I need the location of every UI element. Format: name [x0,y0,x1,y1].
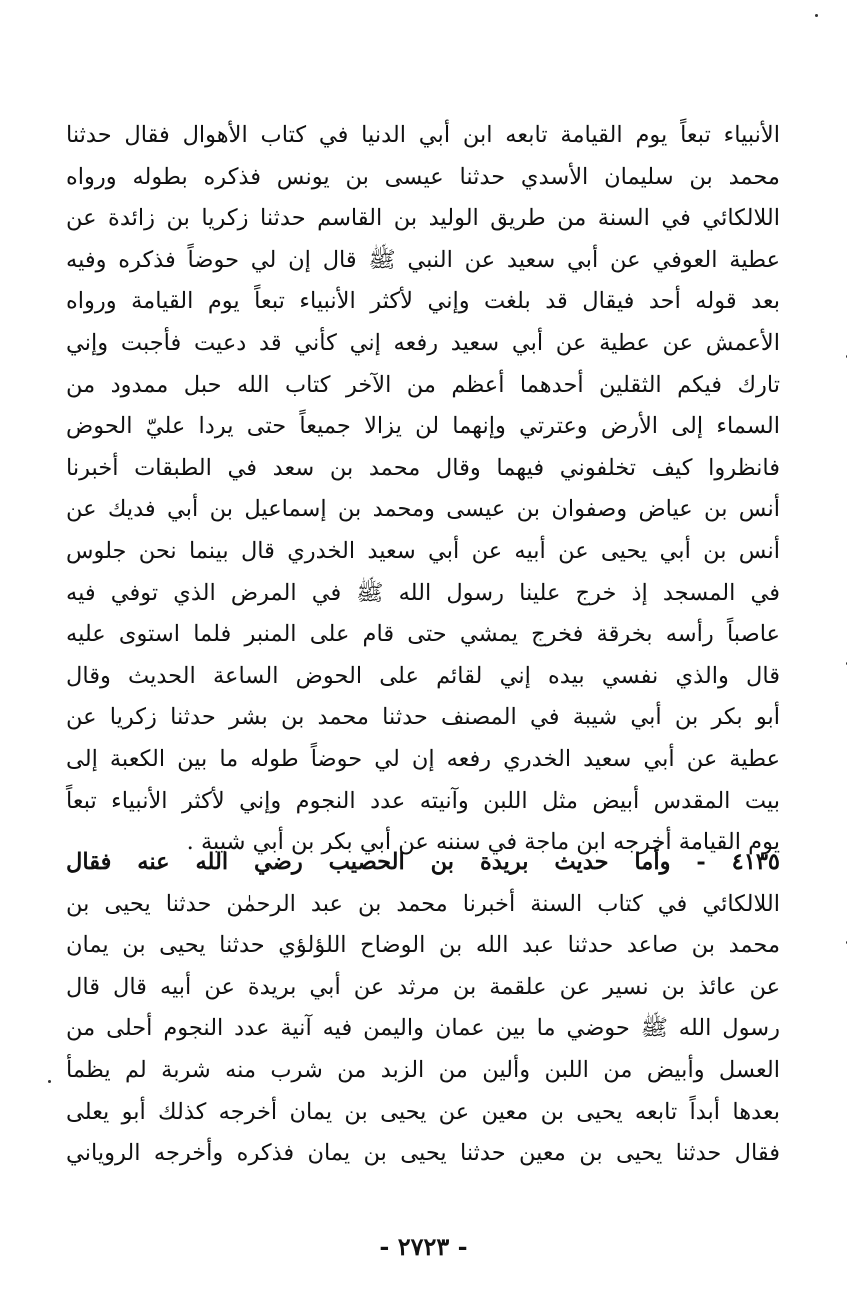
text-line: تارك فيكم الثقلين أحدهما أعظم من الآخر كتاب الله حبل ممدود من [66,371,780,398]
text-line: أبو بكر بن أبي شيبة في المصنف حدثنا محمد بن بشر حدثنا زكريا عن [66,704,780,731]
text-line: الأعمش عن عطية عن أبي سعيد رفعه إني كأني قد دعيت فأجبت وإني [66,329,780,356]
text-line: يوم القيامة أخرجه ابن ماجة في سننه عن أبي بكر بن أبي شيبة . [186,829,780,856]
page-number: - ٢٧٢٣ - [379,1232,468,1261]
text-line: عطية عن أبي سعيد الخدري رفعه إن لي حوضاً طوله ما بين الكعبة إلى [66,745,780,772]
text-line: عطية العوفي عن أبي سعيد عن النبي ﷺ قال إن لي حوضاً فذكره وفيه [66,246,780,273]
text-line: السماء إلى الأرض وعترتي وإنهما لن يزالا جميعاً حتى يردا عليّ الحوض [66,413,780,440]
text-line: اللالكائي في السنة من طريق الوليد بن القاسم حدثنا زكريا بن زائدة عن [66,205,780,232]
paragraph-1 [66,115,780,864]
text-line: أنس بن أبي يحيى عن أبيه عن أبي سعيد الخدري قال بينما نحن جلوس [66,537,780,564]
text-line: في المسجد إذ خرج علينا رسول الله ﷺ في المرض الذي توفي فيه [66,579,780,606]
text-line: بعد قوله أحد فيقال قد بلغت وإني لأكثر الأنبياء تبعاً يوم القيامة ورواه [66,288,780,315]
text-line: قال والذي نفسي بيده إني لقائم على الحوض الساعة الحديث وقال [66,662,780,689]
text-line: عاصباً رأسه بخرقة فخرج يمشي حتى قام على المنبر فلما استوى عليه [66,621,780,648]
text-line: اللالكائي في كتاب السنة أخبرنا محمد بن عبد الرحمٰن حدثنا يحيى بن [66,890,780,917]
text-line: محمد بن صاعد حدثنا عبد الله بن الوضاح اللؤلؤي حدثنا يحيى بن يمان [66,932,780,959]
scan-speck [815,14,818,17]
text-line: العسل وأبيض من اللبن وألين من الزبد من شرب منه شربة لم يظمأ [66,1056,780,1083]
text-line: أنس بن عياض وصفوان بن عيسى ومحمد بن إسماعيل بن أبي فديك عن [66,496,780,523]
paragraph-2 [66,842,780,1175]
scan-speck [48,1080,51,1083]
hadith-heading: ٤١٣٥ - وأما حديث بريدة بن الحصيب رضي الله عنه فقال [66,849,780,875]
text-line: الأنبياء تبعاً يوم القيامة تابعه ابن أبي الدنيا في كتاب الأهوال فقال حدثنا [66,122,780,148]
text-line: محمد بن سليمان الأسدي حدثنا عيسى بن يونس فذكره بطوله ورواه [66,163,780,190]
text-line: بيت المقدس أبيض مثل اللبن وآنيته عدد النجوم وإني لأكثر الأنبياء تبعاً [66,787,780,814]
text-line: عن عائذ بن نسير عن علقمة بن مرثد عن أبي بريدة عن أبيه قال قال [66,973,780,1000]
text-line: بعدها أبداً تابعه يحيى بن معين عن يحيى بن يمان أخرجه كذلك أبو يعلى [66,1098,780,1125]
text-line: فانظروا كيف تخلفوني فيهما وقال محمد بن سعد في الطبقات أخبرنا [66,454,780,481]
text-line: رسول الله ﷺ حوضي ما بين عمان واليمن فيه آنية عدد النجوم أحلى من [66,1015,780,1042]
text-line: فقال حدثنا يحيى بن معين حدثنا يحيى بن يمان فذكره وأخرجه الروياني [66,1140,780,1167]
